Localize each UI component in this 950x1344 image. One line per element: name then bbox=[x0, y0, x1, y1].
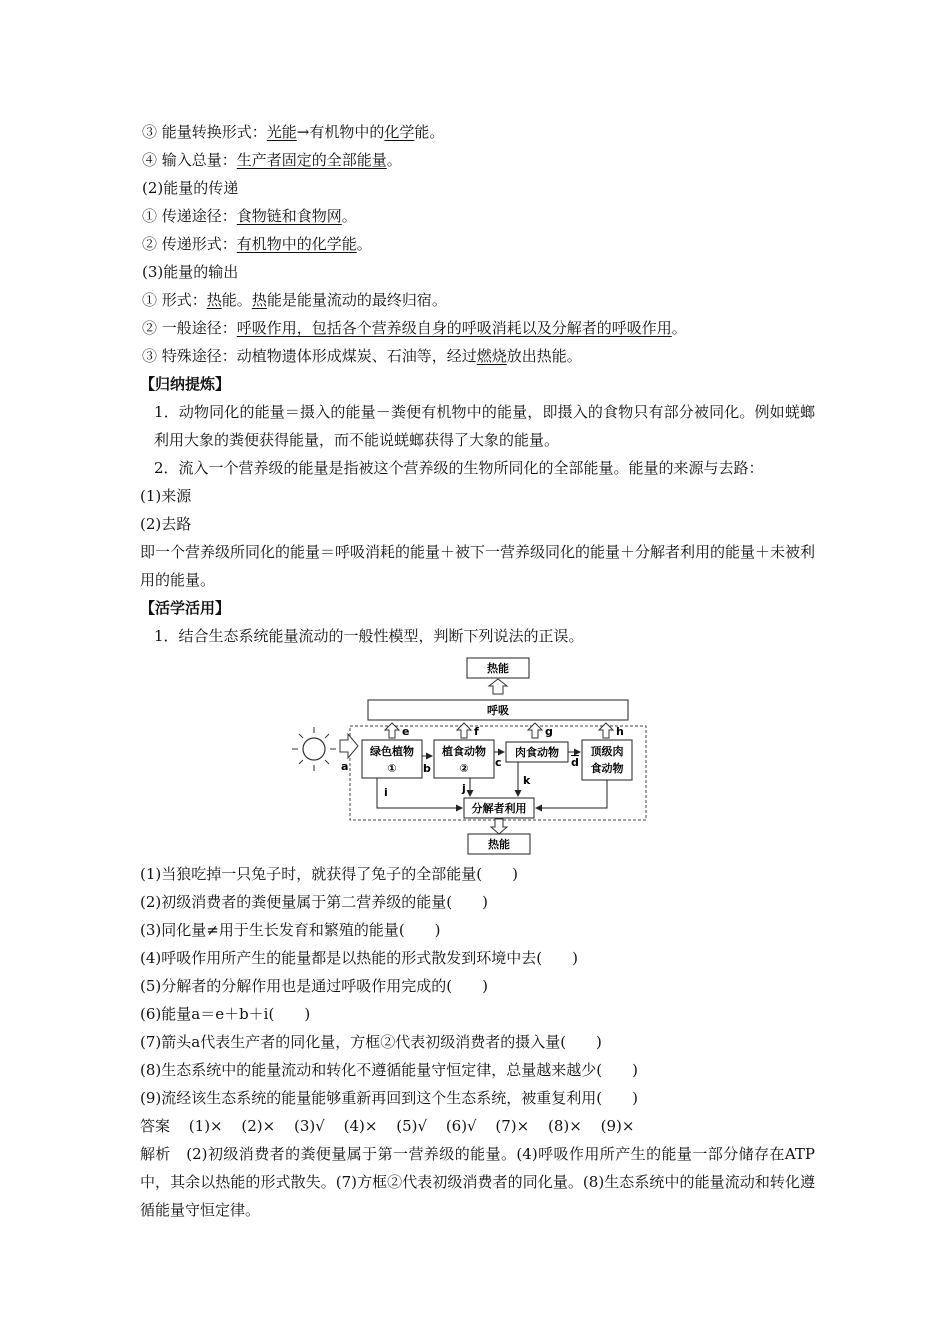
general-path-line bbox=[140, 314, 815, 342]
underlined-answer: 呼吸作用，包括各个营养级自身的呼吸消耗以及分解者的呼吸作用 bbox=[236, 319, 672, 337]
text: ② 一般途径： bbox=[142, 319, 237, 337]
text: 能是能量流动的最终归宿。 bbox=[266, 291, 447, 309]
answer-label: 答案 bbox=[140, 1117, 171, 1135]
summary-destination: (2)去路 bbox=[140, 515, 192, 533]
answer-item: (7)× bbox=[495, 1117, 530, 1135]
box1-line1: 绿色植物 bbox=[370, 745, 414, 758]
question-item: (2)初级消费者的粪便量属于第二营养级的能量( ) bbox=[140, 893, 488, 911]
box2-line2: ② bbox=[459, 762, 469, 775]
label-a: a bbox=[341, 760, 349, 773]
summary-paragraph-2: 2．流入一个营养级的能量是指被这个营养级的生物所同化的全部能量。能量的来源与去路： bbox=[154, 459, 764, 477]
question-item: (6)能量a＝e＋b＋i( ) bbox=[140, 1005, 311, 1023]
underlined-answer: 有机物中的化学能 bbox=[236, 235, 357, 253]
question-intro: 1．结合生态系统能量流动的一般性模型，判断下列说法的正误。 bbox=[154, 627, 584, 645]
question-item: (9)流经该生态系统的能量能够重新再回到这个生态系统，被重复利用( ) bbox=[140, 1089, 638, 1107]
label-f: f bbox=[474, 725, 479, 738]
label-e: e bbox=[402, 725, 410, 738]
top-heat-label: 热能 bbox=[487, 662, 509, 675]
bottom-heat-label: 热能 bbox=[488, 838, 510, 851]
page-content bbox=[140, 118, 815, 1224]
energy-flow-diagram bbox=[140, 656, 815, 856]
label-c: c bbox=[495, 756, 502, 769]
total-input-line bbox=[140, 146, 815, 174]
text: ① 形式： bbox=[142, 291, 207, 309]
subheading-transfer: (2)能量的传递 bbox=[142, 179, 239, 197]
decomposer-label: 分解者利用 bbox=[471, 802, 527, 815]
energy-conversion-line bbox=[140, 118, 815, 146]
arrow-g-icon bbox=[528, 723, 542, 738]
summary-heading: 【归纳提炼】 bbox=[140, 375, 231, 393]
answer-item: (3)√ bbox=[294, 1117, 325, 1135]
underlined-answer: 光能 bbox=[266, 123, 297, 141]
text: 能。 bbox=[414, 123, 445, 141]
text: ④ 输入总量： bbox=[142, 151, 237, 169]
summary-paragraph-1: 1．动物同化的能量＝摄入的能量－粪便有机物中的能量，即摄入的食物只有部分被同化。例如蜣螂利用大象的粪便获得能量，而不能说蜣螂获得了大象的能量。 bbox=[154, 403, 815, 449]
box2-line1: 植食动物 bbox=[442, 745, 486, 758]
label-i: i bbox=[384, 786, 388, 799]
down-arrow-icon bbox=[491, 819, 507, 834]
underlined-answer: 食物链和食物网 bbox=[236, 207, 342, 225]
practice-heading: 【活学活用】 bbox=[140, 599, 231, 617]
arrow-top-to-decomposer bbox=[536, 780, 607, 808]
arrow-h-icon bbox=[599, 723, 613, 738]
text: ③ 能量转换形式： bbox=[142, 123, 267, 141]
text: 。 bbox=[356, 235, 372, 253]
answer-item: (5)√ bbox=[396, 1117, 428, 1135]
label-d: d bbox=[571, 756, 579, 769]
text: ③ 特殊途径：动植物遗体形成煤炭、石油等，经过 bbox=[142, 347, 477, 365]
text: →有机物中的 bbox=[296, 123, 385, 141]
arrow-i bbox=[377, 778, 462, 808]
analysis-paragraph: 解析 (2)初级消费者的粪便量属于第一营养级的能量。(4)呼吸作用所产生的能量一部分储存在ATP中，其余以热能的形式散失。(7)方框②代表初级消费者的同化量。(8)生态系统中的能量流动和转化遵循能量守恒定律。 bbox=[140, 1145, 815, 1219]
label-g: g bbox=[545, 725, 553, 738]
label-k: k bbox=[523, 774, 531, 787]
question-item: (7)箭头a代表生产者的同化量，方框②代表初级消费者的摄入量( ) bbox=[140, 1033, 602, 1051]
output-form-line bbox=[140, 286, 815, 314]
question-item: (1)当狼吃掉一只兔子时，就获得了兔子的全部能量( ) bbox=[140, 865, 518, 883]
underlined-answer: 热 bbox=[206, 291, 222, 309]
question-item: (4)呼吸作用所产生的能量都是以热能的形式散发到环境中去( ) bbox=[140, 949, 578, 967]
box4-line2: 食动物 bbox=[590, 762, 624, 775]
label-h: h bbox=[616, 725, 624, 738]
label-b: b bbox=[423, 762, 431, 775]
text: 能。 bbox=[221, 291, 252, 309]
transfer-form-line bbox=[140, 230, 815, 258]
answer-item: (1)× bbox=[188, 1117, 223, 1135]
special-path-line bbox=[140, 342, 815, 370]
text: ② 传递形式： bbox=[142, 235, 237, 253]
question-item: (5)分解者的分解作用也是通过呼吸作用完成的( ) bbox=[140, 977, 488, 995]
respiration-label: 呼吸 bbox=[487, 704, 509, 717]
text: ① 传递途径： bbox=[142, 207, 237, 225]
arrow-e-icon bbox=[385, 723, 399, 738]
underlined-answer: 燃烧 bbox=[476, 347, 507, 365]
subheading-output: (3)能量的输出 bbox=[142, 263, 239, 281]
underlined-answer: 生产者固定的全部能量 bbox=[236, 151, 387, 169]
underlined-answer: 化学 bbox=[384, 123, 415, 141]
sun-icon bbox=[292, 727, 336, 771]
up-arrow-icon bbox=[489, 679, 507, 694]
text: 。 bbox=[671, 319, 687, 337]
question-item: (8)生态系统中的能量流动和转化不遵循能量守恒定律，总量越来越少( ) bbox=[140, 1061, 638, 1079]
answer-item: (4)× bbox=[343, 1117, 378, 1135]
text: 。 bbox=[341, 207, 357, 225]
question-item: (3)同化量≠用于生长发育和繁殖的能量( ) bbox=[140, 921, 441, 939]
transfer-path-line bbox=[140, 202, 815, 230]
box1-line2: ① bbox=[387, 762, 397, 775]
answer-item: (6)√ bbox=[445, 1117, 477, 1135]
box4-line1: 顶级肉 bbox=[590, 745, 624, 758]
arrow-f-icon bbox=[457, 723, 471, 738]
label-j: j bbox=[462, 782, 466, 795]
text: 。 bbox=[386, 151, 402, 169]
answer-item: (2)× bbox=[241, 1117, 276, 1135]
box3-label: 肉食动物 bbox=[515, 746, 559, 759]
arrow-a-icon bbox=[340, 734, 358, 758]
summary-paragraph-5: 即一个营养级所同化的能量＝呼吸消耗的能量＋被下一营养级同化的能量＋分解者利用的能量＋未被利用的能量。 bbox=[140, 543, 816, 589]
energy-flow-svg bbox=[292, 656, 652, 856]
underlined-answer: 热 bbox=[251, 291, 267, 309]
answer-item: (9)× bbox=[600, 1117, 635, 1135]
summary-source: (1)来源 bbox=[140, 487, 192, 505]
text: 放出热能。 bbox=[506, 347, 582, 365]
answer-line bbox=[140, 1112, 815, 1140]
answer-item: (8)× bbox=[548, 1117, 582, 1135]
